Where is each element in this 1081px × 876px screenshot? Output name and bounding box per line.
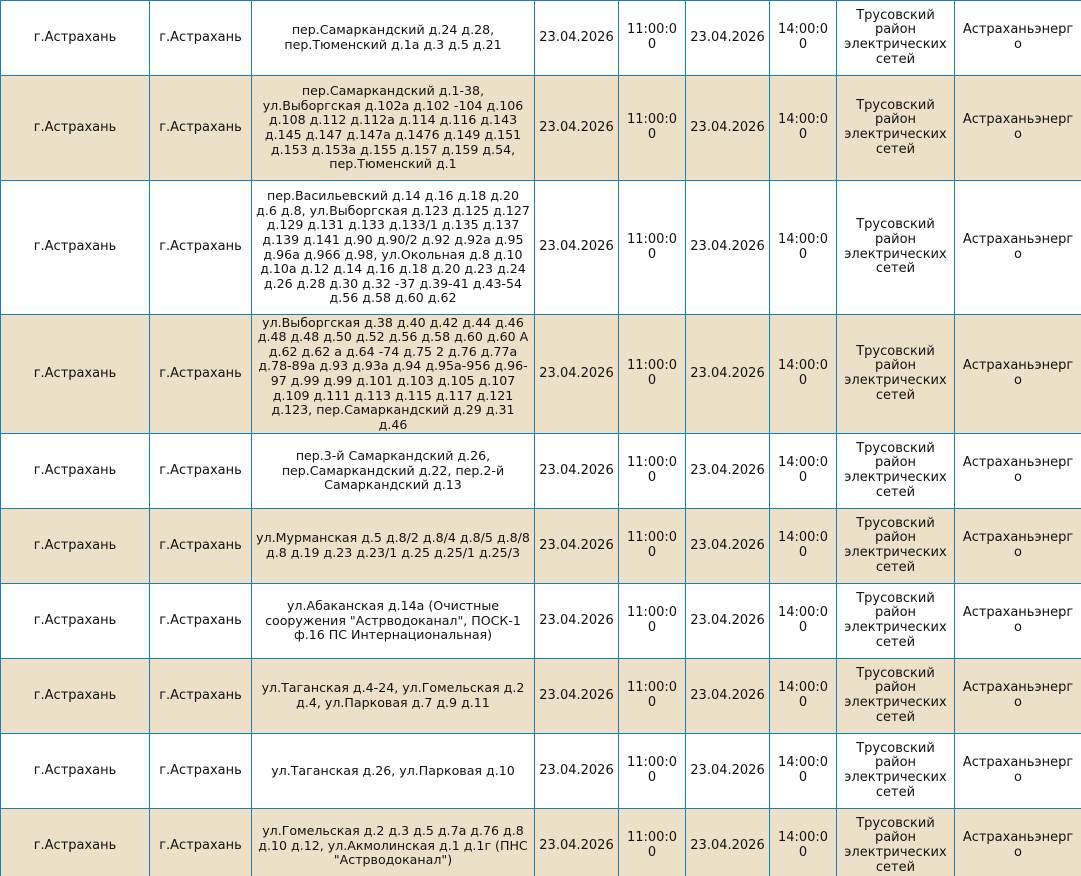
cell-locality: г.Астрахань [150,181,252,315]
cell-end-date: 23.04.2026 [686,509,770,584]
cell-locality: г.Астрахань [150,434,252,509]
cell-end-date: 23.04.2026 [686,181,770,315]
table-row [1,315,1081,434]
cell-organization: Астраханьэнерго [955,809,1081,876]
cell-locality: г.Астрахань [150,659,252,734]
table-row [1,584,1081,659]
cell-address: ул.Выборгская д.38 д.40 д.42 д.44 д.46 д.48 д.48 д.50 д.52 д.56 д.58 д.60 д.60 А д.62 д.62 а д.64 -74 д.75 2 д.76 д.77а д.78-89а д.93 д.93а д.94 д.95а-956 д.96-97 д.99 д.99 д.101 д.103 д.105 д.107 д.109 д.111 д.113 д.115 д.117 д.121 д.123, пер.Самаркандский д.29 д.31 д.46 [252,315,535,434]
cell-locality: г.Астрахань [150,584,252,659]
cell-start-time: 11:00:00 [619,181,686,315]
cell-grid-unit: Трусовский район электрических сетей [837,659,955,734]
table-row [1,659,1081,734]
cell-address: пер.Васильевский д.14 д.16 д.18 д.20 д.6 д.8, ул.Выборгская д.123 д.125 д.127 д.129 д.131 д.133 д.133/1 д.135 д.137 д.139 д.141 д.90 д.90/2 д.92 д.92а д.95 д.96а д.966 д.98, ул.Окольная д.8 д.10 д.10а д.12 д.14 д.16 д.18 д.20 д.23 д.24 д.26 д.28 д.30 д.32 -37 д.39-41 д.43-54 д.56 д.58 д.60 д.62 [252,181,535,315]
cell-organization: Астраханьэнерго [955,734,1081,809]
table-row [1,509,1081,584]
cell-organization: Астраханьэнерго [955,659,1081,734]
cell-start-time: 11:00:00 [619,659,686,734]
cell-address: пер.Самаркандский д.24 д.28, пер.Тюменский д.1а д.3 д.5 д.21 [252,1,535,76]
cell-end-date: 23.04.2026 [686,734,770,809]
cell-end-time: 14:00:00 [770,315,837,434]
cell-address: ул.Абаканская д.14а (Очистные сооружения "Астрводоканал", ПОСК-1 ф.16 ПС Интернациональная) [252,584,535,659]
cell-start-time: 11:00:00 [619,509,686,584]
cell-start-date: 23.04.2026 [535,76,619,181]
cell-start-time: 11:00:00 [619,809,686,876]
cell-end-date: 23.04.2026 [686,76,770,181]
cell-end-date: 23.04.2026 [686,1,770,76]
cell-locality: г.Астрахань [150,734,252,809]
cell-start-time: 11:00:00 [619,734,686,809]
cell-start-time: 11:00:00 [619,315,686,434]
cell-organization: Астраханьэнерго [955,181,1081,315]
cell-district: г.Астрахань [1,509,150,584]
cell-start-date: 23.04.2026 [535,434,619,509]
cell-district: г.Астрахань [1,659,150,734]
cell-grid-unit: Трусовский район электрических сетей [837,434,955,509]
cell-start-time: 11:00:00 [619,76,686,181]
table-row [1,76,1081,181]
cell-end-time: 14:00:00 [770,659,837,734]
cell-organization: Астраханьэнерго [955,434,1081,509]
cell-start-date: 23.04.2026 [535,315,619,434]
table-row [1,734,1081,809]
cell-organization: Астраханьэнерго [955,584,1081,659]
cell-address: ул.Мурманская д.5 д.8/2 д.8/4 д.8/5 д.8/8 д.8 д.19 д.23 д.23/1 д.25 д.25/1 д.25/3 [252,509,535,584]
cell-start-time: 11:00:00 [619,1,686,76]
cell-end-time: 14:00:00 [770,584,837,659]
cell-district: г.Астрахань [1,434,150,509]
cell-end-time: 14:00:00 [770,809,837,876]
cell-locality: г.Астрахань [150,809,252,876]
cell-grid-unit: Трусовский район электрических сетей [837,584,955,659]
cell-end-time: 14:00:00 [770,1,837,76]
cell-grid-unit: Трусовский район электрических сетей [837,181,955,315]
cell-start-date: 23.04.2026 [535,1,619,76]
cell-organization: Астраханьэнерго [955,509,1081,584]
cell-grid-unit: Трусовский район электрических сетей [837,734,955,809]
cell-address: пер.Самаркандский д.1-38, ул.Выборгская д.102а д.102 -104 д.106 д.108 д.112 д.112а д.114 д.116 д.143 д.145 д.147 д.147а д.1476 д.149 д.151 д.153 д.153а д.155 д.157 д.159 д.54, пер.Тюменский д.1 [252,76,535,181]
cell-district: г.Астрахань [1,181,150,315]
cell-end-time: 14:00:00 [770,181,837,315]
cell-grid-unit: Трусовский район электрических сетей [837,315,955,434]
cell-district: г.Астрахань [1,76,150,181]
cell-address: ул.Гомельская д.2 д.3 д.5 д.7а д.76 д.8 д.10 д.12, ул.Акмолинская д.1 д.1г (ПНС "Астрводоканал") [252,809,535,876]
cell-locality: г.Астрахань [150,1,252,76]
cell-start-date: 23.04.2026 [535,659,619,734]
cell-locality: г.Астрахань [150,315,252,434]
cell-start-time: 11:00:00 [619,584,686,659]
cell-end-date: 23.04.2026 [686,659,770,734]
cell-start-date: 23.04.2026 [535,181,619,315]
cell-district: г.Астрахань [1,734,150,809]
cell-district: г.Астрахань [1,1,150,76]
cell-start-date: 23.04.2026 [535,734,619,809]
cell-end-date: 23.04.2026 [686,584,770,659]
cell-start-date: 23.04.2026 [535,809,619,876]
cell-end-time: 14:00:00 [770,734,837,809]
cell-grid-unit: Трусовский район электрических сетей [837,1,955,76]
cell-district: г.Астрахань [1,584,150,659]
cell-organization: Астраханьэнерго [955,315,1081,434]
cell-start-date: 23.04.2026 [535,509,619,584]
table-row [1,181,1081,315]
cell-district: г.Астрахань [1,809,150,876]
table-row [1,1,1081,76]
cell-district: г.Астрахань [1,315,150,434]
table-row [1,809,1081,876]
cell-grid-unit: Трусовский район электрических сетей [837,509,955,584]
cell-organization: Астраханьэнерго [955,76,1081,181]
cell-locality: г.Астрахань [150,509,252,584]
cell-locality: г.Астрахань [150,76,252,181]
cell-end-date: 23.04.2026 [686,809,770,876]
cell-end-date: 23.04.2026 [686,315,770,434]
cell-grid-unit: Трусовский район электрических сетей [837,76,955,181]
cell-end-time: 14:00:00 [770,434,837,509]
cell-start-date: 23.04.2026 [535,584,619,659]
cell-address: ул.Таганская д.26, ул.Парковая д.10 [252,734,535,809]
cell-end-time: 14:00:00 [770,76,837,181]
cell-organization: Астраханьэнерго [955,1,1081,76]
cell-address: ул.Таганская д.4-24, ул.Гомельская д.2 д.4, ул.Парковая д.7 д.9 д.11 [252,659,535,734]
cell-address: пер.3-й Самаркандский д.26, пер.Самаркандский д.22, пер.2-й Самаркандский д.13 [252,434,535,509]
cell-start-time: 11:00:00 [619,434,686,509]
cell-grid-unit: Трусовский район электрических сетей [837,809,955,876]
cell-end-time: 14:00:00 [770,509,837,584]
table-row [1,434,1081,509]
cell-end-date: 23.04.2026 [686,434,770,509]
